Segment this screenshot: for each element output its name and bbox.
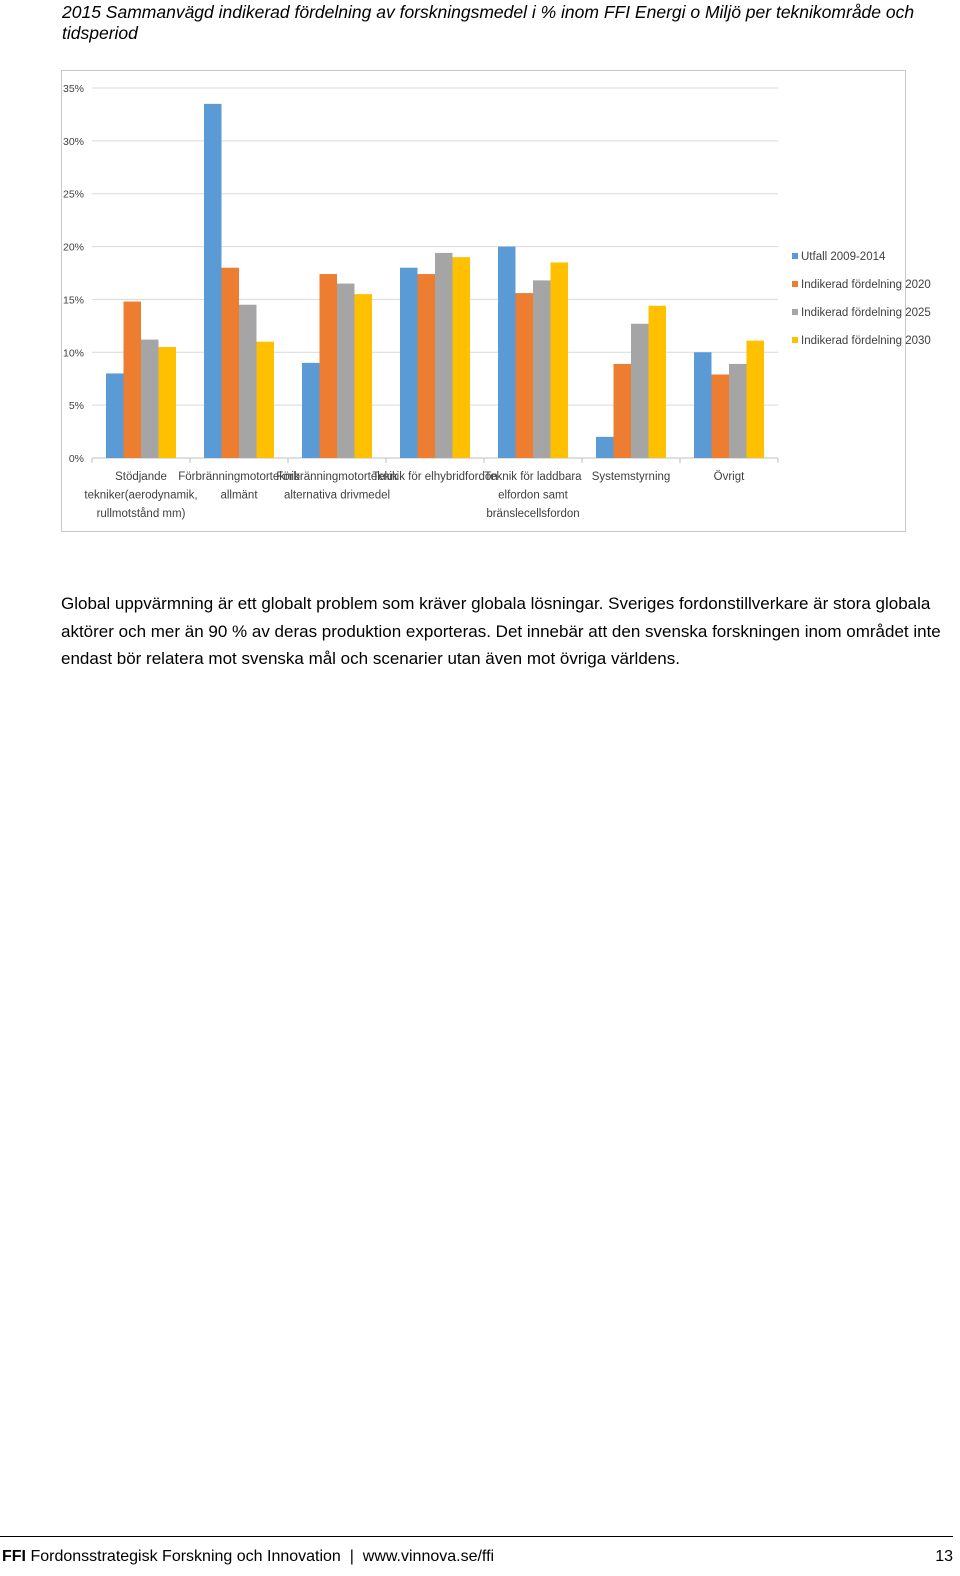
bar-1-2 xyxy=(204,104,222,458)
legend-label: Utfall 2009-2014 xyxy=(801,251,886,263)
footer-brand: FFI xyxy=(2,1548,26,1565)
x-tick-label: alternativa drivmedel xyxy=(283,489,391,502)
bar-4-7 xyxy=(747,341,765,458)
bar-3-6 xyxy=(631,324,649,458)
y-tick-label: 30% xyxy=(62,135,84,148)
y-tick-label: 15% xyxy=(62,294,84,307)
bar-2-7 xyxy=(712,374,730,458)
bar-3-5 xyxy=(533,280,551,458)
legend-label: Indikerad fördelning 2030 xyxy=(801,335,931,347)
x-tick-label: tekniker(aerodynamik, xyxy=(84,489,198,502)
legend-swatch xyxy=(792,253,798,259)
x-tick-label: Teknik för elhybridfordon xyxy=(372,471,498,483)
figure-caption: 2015 Sammanvägd indikerad fördelning av forskningsmedel i % inom FFI Energi o Miljö per teknikområde och tidsperiod xyxy=(62,2,915,43)
y-tick-label: 0% xyxy=(68,453,84,465)
bar-3-3 xyxy=(337,284,355,458)
y-tick-label: 10% xyxy=(62,347,84,360)
bar-4-4 xyxy=(453,257,471,458)
bar-2-3 xyxy=(320,274,338,458)
y-tick-label: 25% xyxy=(62,188,84,201)
bar-1-1 xyxy=(106,373,124,458)
x-tick-label: bränslecellsfordon xyxy=(486,508,580,520)
bar-3-7 xyxy=(729,364,747,458)
bar-4-2 xyxy=(257,342,275,458)
footer-divider xyxy=(0,1536,953,1537)
bar-4-1 xyxy=(159,347,177,458)
chart-svg xyxy=(62,71,931,533)
legend-swatch xyxy=(792,281,798,287)
bar-1-6 xyxy=(596,437,614,458)
bar-1-5 xyxy=(498,247,516,458)
body-paragraph: Global uppvärmning är ett globalt problem som kräver globala lösningar. Sveriges fordonstillverkare är stora globala aktörer och mer än 90 % av deras produktion exporteras. Det innebär att den svenska forskningen inom området inte endast bör relatera mot svenska mål och scenarier utan även mot övriga världens. xyxy=(61,594,941,668)
x-tick-label: rullmotstånd mm) xyxy=(96,508,186,520)
legend-swatch xyxy=(792,309,798,315)
bar-3-1 xyxy=(141,340,159,458)
legend-label: Indikerad fördelning 2025 xyxy=(801,307,931,319)
bar-2-6 xyxy=(614,364,632,458)
bar-2-2 xyxy=(222,268,240,458)
x-tick-label: Teknik för laddbara xyxy=(484,471,582,483)
y-tick-label: 35% xyxy=(62,83,84,95)
bar-3-4 xyxy=(435,253,453,458)
bar-4-3 xyxy=(355,294,373,458)
x-tick-label: Systemstyrning xyxy=(591,471,671,483)
bar-chart xyxy=(61,70,931,532)
x-tick-label: Förbränningmotorteknik xyxy=(178,471,300,483)
bar-4-5 xyxy=(551,262,569,458)
y-tick-label: 20% xyxy=(62,241,84,254)
legend-label: Indikerad fördelning 2020 xyxy=(801,279,931,291)
x-tick-label: allmänt xyxy=(220,489,258,502)
bar-1-3 xyxy=(302,363,320,458)
legend-swatch xyxy=(792,337,798,343)
x-tick-label: Övrigt xyxy=(713,471,745,483)
bar-2-5 xyxy=(516,293,534,458)
footer-title xyxy=(2,1547,494,1567)
x-tick-label: Förbränningmotorteknik xyxy=(276,471,398,483)
bar-2-4 xyxy=(418,274,436,458)
footer-title-text: Fordonsstrategisk Forskning och Innovation | www.vinnova.se/ffi xyxy=(26,1548,495,1565)
bar-1-7 xyxy=(694,352,712,458)
bar-2-1 xyxy=(124,302,142,458)
x-tick-label: elfordon samt xyxy=(498,489,568,502)
x-tick-label: Stödjande xyxy=(115,471,167,483)
bar-3-2 xyxy=(239,305,257,458)
bar-4-6 xyxy=(649,306,667,458)
bar-1-4 xyxy=(400,268,418,458)
page-number: 13 xyxy=(935,1548,953,1565)
y-tick-label: 5% xyxy=(68,400,84,413)
